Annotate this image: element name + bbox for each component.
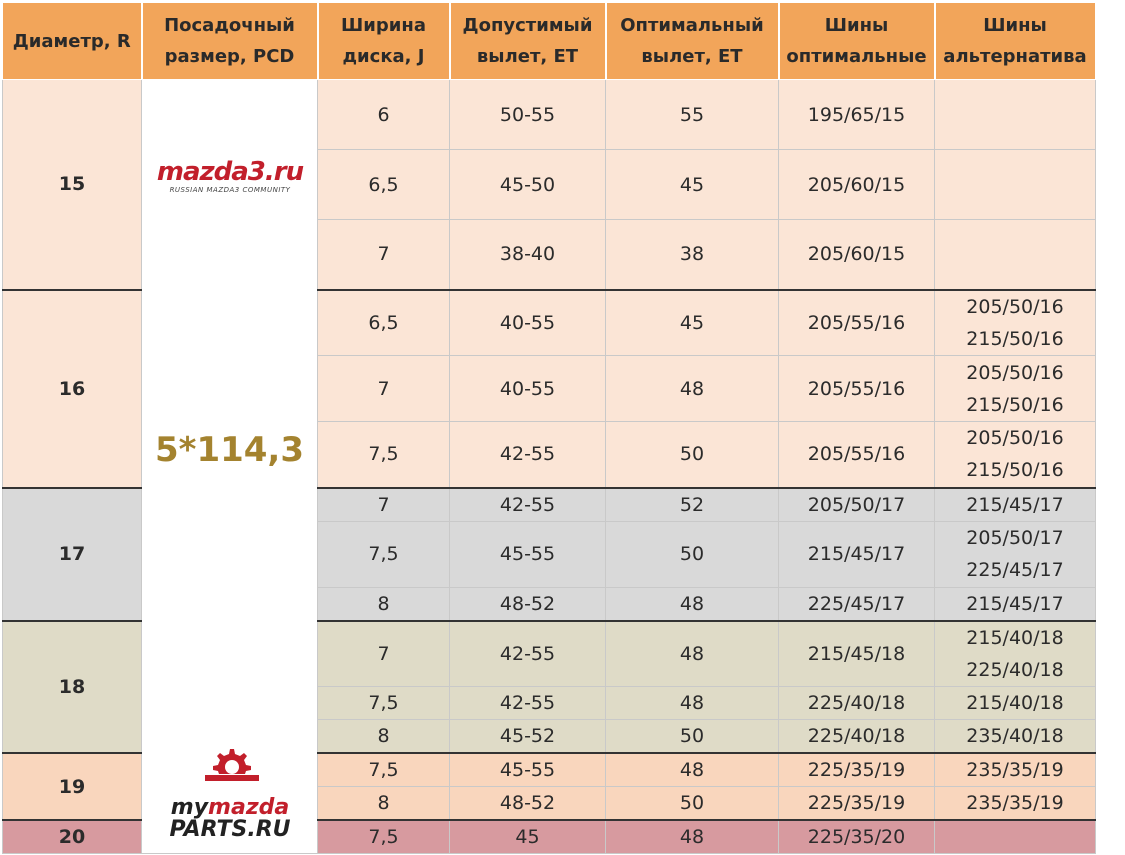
tire-alternative-cell bbox=[935, 720, 1096, 754]
width-cell: 8 bbox=[318, 720, 450, 754]
tire-alternative-value: 215/50/16 bbox=[966, 393, 1064, 416]
tire-alternative-cell bbox=[935, 587, 1096, 621]
et-optimal-cell: 48 bbox=[606, 753, 779, 787]
mazda3-logo: mazda3.ru RUSSIAN MAZDA3 COMMUNITY bbox=[156, 157, 304, 194]
et-allowed-cell: 40-55 bbox=[450, 290, 606, 356]
table-row bbox=[3, 80, 1096, 150]
et-optimal-cell: 45 bbox=[606, 290, 779, 356]
tire-optimal-cell: 225/35/19 bbox=[779, 787, 935, 821]
header-diameter: Диаметр, R bbox=[3, 3, 142, 80]
tire-alternative-value: 205/50/17 bbox=[966, 527, 1064, 549]
tire-alternative-value: 215/50/16 bbox=[966, 327, 1064, 350]
tire-optimal-cell: 225/45/17 bbox=[779, 587, 935, 621]
et-allowed-cell: 42-55 bbox=[450, 687, 606, 720]
et-optimal-cell: 50 bbox=[606, 720, 779, 754]
tire-alternative-value: 205/50/16 bbox=[966, 427, 1064, 450]
tire-alternative-cell bbox=[935, 621, 1096, 687]
header-tires-alternative: Шины альтернатива bbox=[935, 3, 1096, 80]
tire-alternative-cell bbox=[935, 687, 1096, 720]
tire-alternative-value: 215/40/18 bbox=[966, 626, 1064, 649]
header-et-optimal: Оптимальный вылет, ET bbox=[606, 3, 779, 80]
et-optimal-cell: 48 bbox=[606, 621, 779, 687]
rim-size-table bbox=[2, 2, 1097, 854]
tire-alternative-cell bbox=[935, 80, 1096, 150]
diameter-cell: 18 bbox=[3, 621, 142, 754]
width-cell: 7,5 bbox=[318, 753, 450, 787]
tire-alternative-cell bbox=[935, 753, 1096, 787]
width-cell: 6 bbox=[318, 80, 450, 150]
tire-alternative-cell bbox=[935, 488, 1096, 522]
header-et-allowed: Допустимый вылет, ET bbox=[450, 3, 606, 80]
et-optimal-cell: 50 bbox=[606, 521, 779, 587]
tire-alternative-cell bbox=[935, 220, 1096, 290]
gear-icon bbox=[195, 745, 265, 787]
tire-optimal-cell: 225/40/18 bbox=[779, 720, 935, 754]
tire-alternative-value: 215/50/16 bbox=[966, 459, 1064, 482]
tire-optimal-cell: 205/50/17 bbox=[779, 488, 935, 522]
et-allowed-cell: 45-55 bbox=[450, 753, 606, 787]
tire-optimal-cell: 215/45/17 bbox=[779, 521, 935, 587]
header-width: Ширина диска, J bbox=[318, 3, 450, 80]
tire-alternative-value: 205/50/16 bbox=[966, 295, 1064, 318]
tire-optimal-cell: 215/45/18 bbox=[779, 621, 935, 687]
et-allowed-cell: 48-52 bbox=[450, 787, 606, 821]
tire-optimal-cell: 195/65/15 bbox=[779, 80, 935, 150]
et-allowed-cell: 45-55 bbox=[450, 521, 606, 587]
tire-alternative-cell bbox=[935, 787, 1096, 821]
mymazdaparts-logo: mymazda PARTS.RU bbox=[146, 745, 314, 841]
et-optimal-cell: 38 bbox=[606, 220, 779, 290]
diameter-cell: 17 bbox=[3, 488, 142, 621]
tire-alternative-value: 215/40/18 bbox=[966, 692, 1064, 714]
width-cell: 7 bbox=[318, 356, 450, 422]
diameter-cell: 20 bbox=[3, 820, 142, 854]
et-allowed-cell: 45 bbox=[450, 820, 606, 854]
et-optimal-cell: 52 bbox=[606, 488, 779, 522]
tire-alternative-value: 225/40/18 bbox=[966, 658, 1064, 681]
header-row bbox=[3, 3, 1096, 80]
tire-optimal-cell: 225/35/19 bbox=[779, 753, 935, 787]
width-cell: 7,5 bbox=[318, 422, 450, 488]
width-cell: 6,5 bbox=[318, 150, 450, 220]
width-cell: 8 bbox=[318, 587, 450, 621]
tire-alternative-cell bbox=[935, 422, 1096, 488]
et-optimal-cell: 48 bbox=[606, 587, 779, 621]
et-optimal-cell: 50 bbox=[606, 787, 779, 821]
width-cell: 7,5 bbox=[318, 687, 450, 720]
et-optimal-cell: 48 bbox=[606, 356, 779, 422]
tire-optimal-cell: 205/55/16 bbox=[779, 290, 935, 356]
tire-alternative-value: 225/45/17 bbox=[966, 559, 1064, 581]
width-cell: 7,5 bbox=[318, 521, 450, 587]
et-optimal-cell: 48 bbox=[606, 820, 779, 854]
tire-optimal-cell: 205/60/15 bbox=[779, 150, 935, 220]
et-allowed-cell: 42-55 bbox=[450, 488, 606, 522]
tire-optimal-cell: 205/55/16 bbox=[779, 422, 935, 488]
tire-optimal-cell: 225/35/20 bbox=[779, 820, 935, 854]
tire-alternative-value: 205/50/16 bbox=[966, 361, 1064, 384]
diameter-cell: 15 bbox=[3, 80, 142, 290]
tire-optimal-cell: 205/60/15 bbox=[779, 220, 935, 290]
header-pcd: Посадочный размер, PCD bbox=[142, 3, 318, 80]
width-cell: 6,5 bbox=[318, 290, 450, 356]
width-cell: 8 bbox=[318, 787, 450, 821]
tire-alternative-cell bbox=[935, 820, 1096, 854]
et-allowed-cell: 40-55 bbox=[450, 356, 606, 422]
et-allowed-cell: 48-52 bbox=[450, 587, 606, 621]
diameter-cell: 16 bbox=[3, 290, 142, 488]
et-allowed-cell: 50-55 bbox=[450, 80, 606, 150]
et-allowed-cell: 45-52 bbox=[450, 720, 606, 754]
et-optimal-cell: 50 bbox=[606, 422, 779, 488]
diameter-cell: 19 bbox=[3, 753, 142, 820]
et-optimal-cell: 48 bbox=[606, 687, 779, 720]
width-cell: 7 bbox=[318, 488, 450, 522]
tire-alternative-value: 235/35/19 bbox=[966, 759, 1064, 781]
width-cell: 7 bbox=[318, 220, 450, 290]
tire-alternative-cell bbox=[935, 356, 1096, 422]
tire-alternative-cell bbox=[935, 150, 1096, 220]
tire-alternative-value: 235/40/18 bbox=[966, 725, 1064, 747]
tire-alternative-cell bbox=[935, 521, 1096, 587]
et-allowed-cell: 45-50 bbox=[450, 150, 606, 220]
tire-alternative-value: 235/35/19 bbox=[966, 792, 1064, 814]
width-cell: 7 bbox=[318, 621, 450, 687]
tire-optimal-cell: 225/40/18 bbox=[779, 687, 935, 720]
et-allowed-cell: 38-40 bbox=[450, 220, 606, 290]
et-allowed-cell: 42-55 bbox=[450, 621, 606, 687]
et-optimal-cell: 45 bbox=[606, 150, 779, 220]
tire-alternative-value: 215/45/17 bbox=[966, 493, 1064, 516]
tire-alternative-value: 215/45/17 bbox=[966, 592, 1064, 615]
pcd-cell bbox=[142, 80, 318, 854]
tire-alternative-cell bbox=[935, 290, 1096, 356]
et-allowed-cell: 42-55 bbox=[450, 422, 606, 488]
width-cell: 7,5 bbox=[318, 820, 450, 854]
et-optimal-cell: 55 bbox=[606, 80, 779, 150]
header-tires-optimal: Шины оптимальные bbox=[779, 3, 935, 80]
tire-optimal-cell: 205/55/16 bbox=[779, 356, 935, 422]
pcd-value: 5*114,3 bbox=[155, 430, 304, 470]
